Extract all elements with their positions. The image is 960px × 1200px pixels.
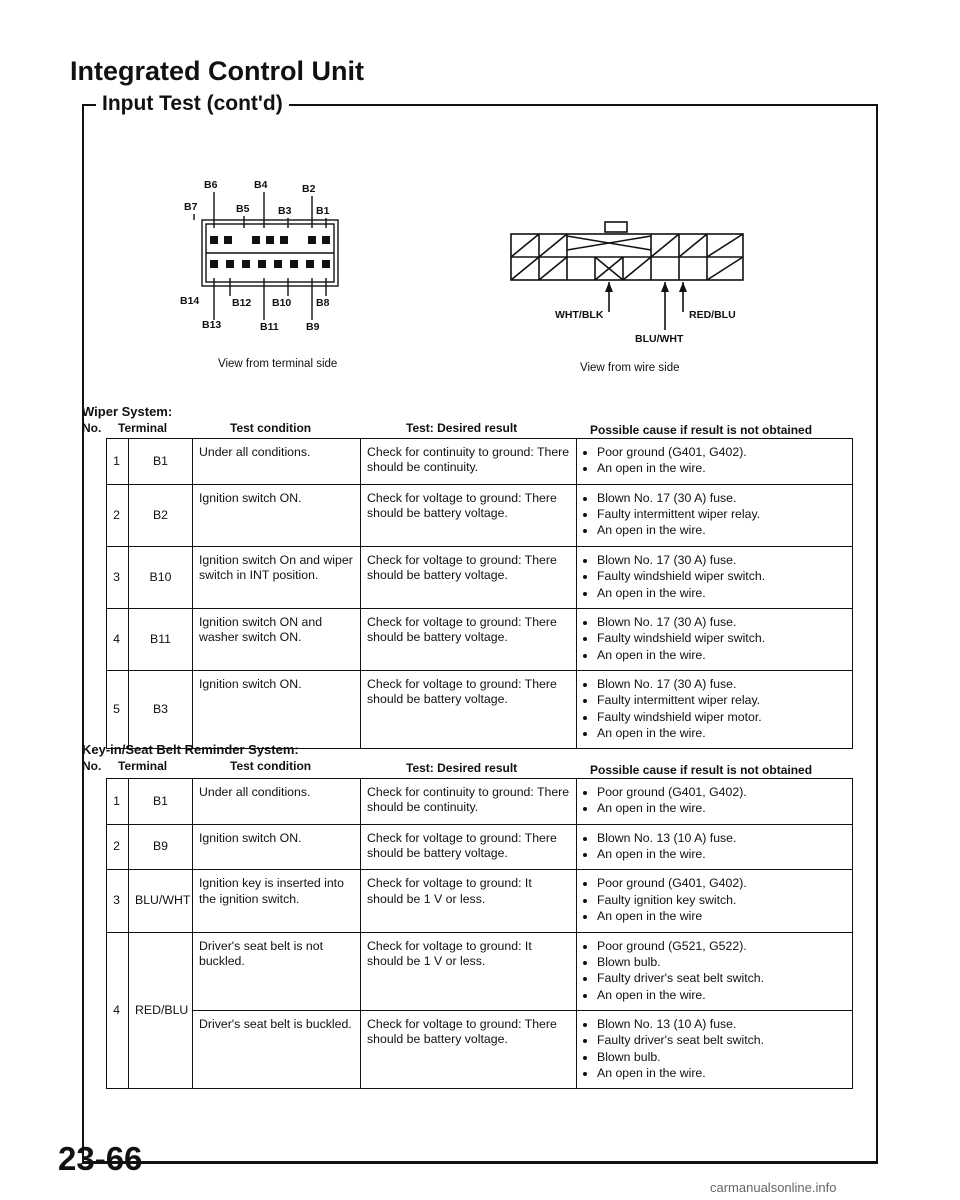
wiper-system-title: Wiper System:	[82, 404, 173, 419]
col-no: No.	[82, 421, 102, 435]
row-condition: Ignition key is inserted into the ignition switch.	[193, 870, 361, 932]
row-number: 1	[107, 779, 129, 825]
cause-item: • Blown No. 13 (10 A) fuse.	[597, 831, 846, 846]
row-terminal: B2	[129, 484, 193, 546]
col-result: Test: Desired result	[406, 421, 518, 435]
row-number: 3	[107, 870, 129, 932]
row-condition: Ignition switch On and wiper switch in INT position.	[193, 546, 361, 608]
cause-item: • Blown bulb.	[597, 1050, 846, 1065]
cause-item: • Blown No. 13 (10 A) fuse.	[597, 1017, 846, 1032]
row-condition: Ignition switch ON.	[193, 670, 361, 748]
row-number: 4	[107, 932, 129, 1089]
pin-label: B12	[232, 297, 252, 309]
table-row	[107, 932, 853, 1010]
row-condition: Under all conditions.	[193, 439, 361, 485]
table-row	[107, 824, 853, 870]
table-row	[107, 546, 853, 608]
cause-item: • Faulty intermittent wiper relay.	[597, 693, 846, 708]
terminal-side-caption: View from terminal side	[218, 358, 338, 370]
row-condition: Ignition switch ON and washer switch ON.	[193, 608, 361, 670]
cause-item: • An open in the wire.	[597, 523, 846, 538]
table-row	[107, 484, 853, 546]
cause-item: • Blown bulb.	[597, 955, 846, 970]
table-row	[107, 608, 853, 670]
cause-item: • An open in the wire.	[597, 847, 846, 862]
wire-label: BLU/WHT	[635, 333, 684, 345]
row-terminal: B10	[129, 546, 193, 608]
cause-item: • An open in the wire.	[597, 586, 846, 601]
col-no: No.	[82, 759, 102, 773]
keyin-test-table	[106, 778, 853, 1089]
row-terminal: B1	[129, 779, 193, 825]
table-row	[107, 779, 853, 825]
cause-item: • Faulty ignition key switch.	[597, 893, 846, 908]
row-condition: Driver's seat belt is not buckled.	[193, 932, 361, 1010]
cause-item: • Faulty intermittent wiper relay.	[597, 507, 846, 522]
cause-item: • An open in the wire.	[597, 1066, 846, 1081]
cause-item: • An open in the wire.	[597, 648, 846, 663]
row-result: Check for continuity to ground: There should be continuity.	[361, 779, 577, 825]
row-causes	[577, 670, 853, 748]
cause-item: • Faulty driver's seat belt switch.	[597, 971, 846, 986]
col-condition: Test condition	[230, 421, 312, 435]
cause-item: • Faulty windshield wiper switch.	[597, 569, 846, 584]
row-condition: Under all conditions.	[193, 779, 361, 825]
row-number: 2	[107, 824, 129, 870]
terminal-side-connector-diagram	[180, 170, 380, 340]
wire-label: WHT/BLK	[555, 309, 604, 321]
pin-label: B9	[306, 321, 320, 333]
cause-item: • An open in the wire.	[597, 461, 846, 476]
row-condition: Ignition switch ON.	[193, 484, 361, 546]
row-number: 2	[107, 484, 129, 546]
pin-label: B13	[202, 319, 222, 331]
row-result: Check for voltage to ground: There should be battery voltage.	[361, 608, 577, 670]
pin-label: B8	[316, 297, 330, 309]
row-number: 3	[107, 546, 129, 608]
cause-item: • Faulty driver's seat belt switch.	[597, 1033, 846, 1048]
row-causes	[577, 546, 853, 608]
row-terminal: RED/BLU	[129, 932, 193, 1089]
row-causes	[577, 932, 853, 1010]
cause-item: • Blown No. 17 (30 A) fuse.	[597, 491, 846, 506]
table-row	[107, 670, 853, 748]
row-result: Check for voltage to ground: There should be battery voltage.	[361, 484, 577, 546]
keyin-system-title: Key-in/Seat Belt Reminder System:	[82, 742, 299, 757]
row-causes	[577, 1010, 853, 1088]
pin-label: B7	[184, 201, 198, 213]
col-terminal: Terminal	[118, 759, 168, 773]
row-terminal: B3	[129, 670, 193, 748]
row-condition: Ignition switch ON.	[193, 824, 361, 870]
row-number: 1	[107, 439, 129, 485]
row-condition: Driver's seat belt is buckled.	[193, 1010, 361, 1088]
col-condition: Test condition	[230, 759, 312, 773]
row-result: Check for voltage to ground: It should be 1 V or less.	[361, 870, 577, 932]
row-result: Check for voltage to ground: It should be 1 V or less.	[361, 932, 577, 1010]
cause-item: • Blown No. 17 (30 A) fuse.	[597, 677, 846, 692]
section-subtitle: Input Test (cont'd)	[96, 92, 289, 116]
cause-item: • Faulty windshield wiper switch.	[597, 631, 846, 646]
col-result: Test: Desired result	[406, 761, 518, 775]
row-result: Check for voltage to ground: There should be battery voltage.	[361, 670, 577, 748]
row-causes	[577, 439, 853, 485]
pin-label: B4	[254, 179, 268, 191]
pin-label: B3	[278, 205, 292, 217]
pin-label: B5	[236, 203, 250, 215]
cause-item: • Blown No. 17 (30 A) fuse.	[597, 553, 846, 568]
row-result: Check for voltage to ground: There should be battery voltage.	[361, 1010, 577, 1088]
row-terminal: B11	[129, 608, 193, 670]
row-terminal: B1	[129, 439, 193, 485]
cause-item: • Poor ground (G401, G402).	[597, 445, 846, 460]
wire-side-connector-diagram	[505, 220, 765, 350]
pin-label: B10	[272, 297, 292, 309]
wire-side-caption: View from wire side	[580, 362, 680, 374]
col-terminal: Terminal	[118, 421, 168, 435]
row-causes	[577, 824, 853, 870]
col-cause: Possible cause if result is not obtained	[590, 423, 813, 437]
row-result: Check for voltage to ground: There should be battery voltage.	[361, 824, 577, 870]
row-result: Check for continuity to ground: There should be continuity.	[361, 439, 577, 485]
cause-item: • An open in the wire.	[597, 988, 846, 1003]
table-row	[107, 1010, 853, 1088]
row-result: Check for voltage to ground: There should be battery voltage.	[361, 546, 577, 608]
cause-item: • An open in the wire.	[597, 726, 846, 741]
pin-label: B6	[204, 179, 218, 191]
pin-label: B1	[316, 205, 330, 217]
table-row	[107, 439, 853, 485]
row-causes	[577, 484, 853, 546]
page-number: 23-66	[58, 1140, 143, 1177]
cause-item: • Poor ground (G401, G402).	[597, 785, 846, 800]
row-causes	[577, 870, 853, 932]
pin-label: B2	[302, 183, 316, 195]
row-number: 5	[107, 670, 129, 748]
row-terminal: BLU/WHT	[129, 870, 193, 932]
pin-label: B14	[180, 295, 200, 307]
col-cause: Possible cause if result is not obtained	[590, 763, 813, 777]
cause-item: • Poor ground (G401, G402).	[597, 876, 846, 891]
cause-item: • Poor ground (G521, G522).	[597, 939, 846, 954]
cause-item: • Blown No. 17 (30 A) fuse.	[597, 615, 846, 630]
row-number: 4	[107, 608, 129, 670]
wiper-test-table	[106, 438, 853, 749]
cause-item: • An open in the wire.	[597, 801, 846, 816]
watermark: carmanualsonline.info	[710, 1180, 837, 1195]
pin-label: B11	[260, 321, 279, 333]
table-row	[107, 870, 853, 932]
cause-item: • An open in the wire	[597, 909, 846, 924]
row-causes	[577, 779, 853, 825]
page-title: Integrated Control Unit	[70, 56, 364, 86]
row-causes	[577, 608, 853, 670]
row-terminal: B9	[129, 824, 193, 870]
cause-item: • Faulty windshield wiper motor.	[597, 710, 846, 725]
wire-label: RED/BLU	[689, 309, 736, 321]
